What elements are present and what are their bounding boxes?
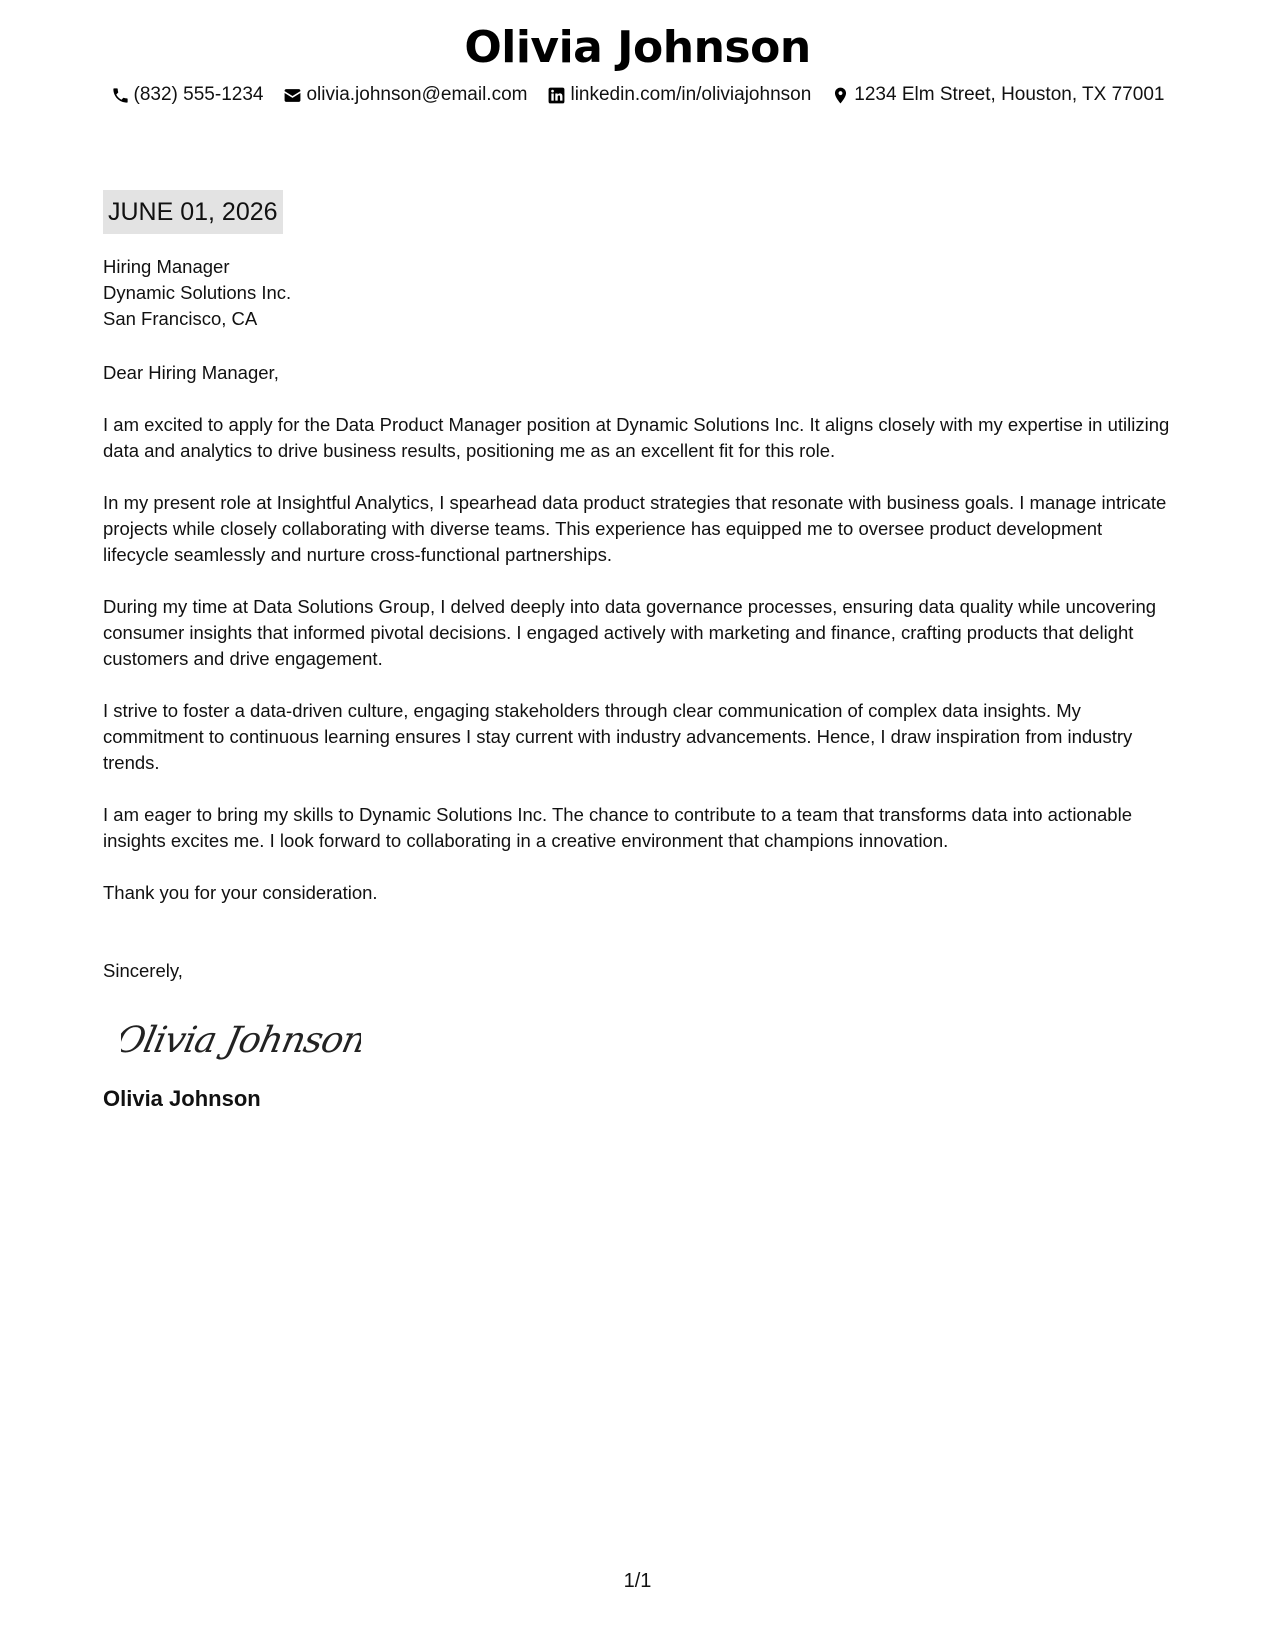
contact-bar [0,84,1275,106]
map-pin-icon [831,86,850,105]
phone-text: (832) 555-1234 [133,84,264,105]
recipient-title: Hiring Manager [103,256,230,277]
salutation: Dear Hiring Manager, [103,362,279,383]
letter-body [103,190,1173,1114]
paragraph-1: I am excited to apply for the Data Product Manager position at Dynamic Solutions Inc. It aligns closely with my expertise in utilizing data and analytics to drive business results, positioning me as an excellent fit for this role. [103,414,1170,461]
closing-line: Thank you for your consideration. [103,882,378,903]
phone-icon [111,86,130,105]
contact-phone [111,84,264,106]
signer-name: Olivia Johnson [103,1086,261,1111]
signoff: Sincerely, [103,960,183,981]
envelope-icon [283,86,302,105]
address-text: 1234 Elm Street, Houston, TX 77001 [854,84,1165,105]
recipient-company: Dynamic Solutions Inc. [103,282,292,303]
email-text: olivia.johnson@email.com [306,84,528,105]
page-number: 1/1 [623,1570,652,1592]
paragraph-2: In my present role at Insightful Analytics, I spearhead data product strategies that resonate with business goals. I manage intricate projects while closely collaborating with diverse teams. This experience has equipped me to oversee product development lifecycle seamlessly and nurture cross-functional partnerships. [103,492,1167,565]
paragraph-4: I strive to foster a data-driven culture, engaging stakeholders through clear communication of complex data insights. My commitment to continuous learning ensures I stay current with industry advancements. Hence, I draw inspiration from industry trends. [103,700,1133,773]
letter-date: JUNE 01, 2026 [103,190,283,234]
contact-address [831,84,1164,106]
letter-header [0,18,1275,106]
handwritten-signature [121,1006,361,1070]
recipient-block [103,254,1173,332]
paragraph-5: I am eager to bring my skills to Dynamic Solutions Inc. The chance to contribute to a team that transforms data into actionable insights excites me. I look forward to collaborating in a creative environment that champions innovation. [103,804,1132,851]
svg-text:Olivia Johnson: Olivia Johnson [121,1018,361,1061]
paragraph-3: During my time at Data Solutions Group, I delved deeply into data governance processes, ensuring data quality while uncovering consumer insights that informed pivotal decisions. I engaged actively with marketing and finance, crafting products that delight customers and drive engagement. [103,596,1157,669]
linkedin-text: linkedin.com/in/oliviajohnson [570,84,812,105]
linkedin-icon [547,86,566,105]
contact-linkedin [547,84,811,106]
applicant-name: Olivia Johnson [464,22,811,73]
recipient-location: San Francisco, CA [103,308,258,329]
contact-email [283,84,527,106]
